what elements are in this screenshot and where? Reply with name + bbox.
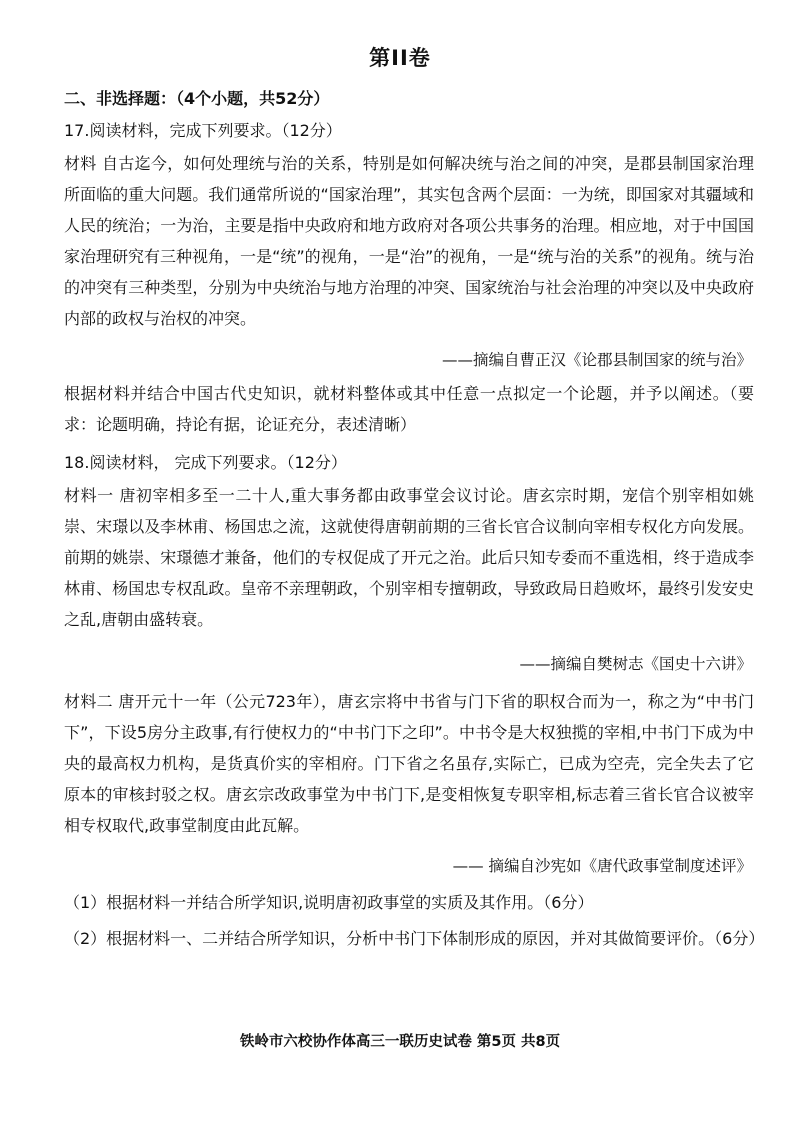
q18-source-two: —— 摘编自沙宪如《唐代政事堂制度述评》: [452, 857, 752, 875]
q17-requirement: 根据材料并结合中国古代史知识，就材料整体或其中任意一点拟定一个论题，并予以阐述。（要求：论题明确，持论有据，论证充分，表述清晰）: [64, 384, 754, 434]
q18-material-two: 材料二 唐开元十一年（公元723年），唐玄宗将中书省与门下省的职权合而为一，称之为“中书门下”，下设5房分主政事,有行使权力的“中书门下之印”。中书令是大权独揽的宰相,中书门下成为中央的最高权力机构，是货真价实的宰相府。门下省之名虽存,实际亡，已成为空壳，完全失去了它原本的审核封驳之权。唐玄宗改政事堂为中书门下,是变相恢复专职宰相,标志着三省长官合议被宰相专权取代,政事堂制度由此瓦解。: [64, 692, 754, 835]
q17-stem: 17.阅读材料，完成下列要求。（12分）: [64, 121, 342, 140]
q18-stem: 18.阅读材料， 完成下列要求。（12分）: [64, 453, 347, 472]
q18-subquestion-2: （2）根据材料一、二并结合所学知识，分析中书门下体制形成的原因，并对其做简要评价。（6分）: [64, 929, 765, 948]
q17-material: 材料 自古迄今，如何处理统与治的关系，特别是如何解决统与治之间的冲突，是郡县制国家治理所面临的重大问题。我们通常所说的“国家治理”，其实包含两个层面：一为统，即国家对其疆域和人民的统治；一为治，主要是指中央政府和地方政府对各项公共事务的治理。相应地，对于中国国家治理研究有三种视角，一是“统”的视角，一是“治”的视角，一是“统与治的关系”的视角。统与治的冲突有三种类型，分别为中央统治与地方治理的冲突、国家统治与社会治理的冲突以及中央政府内部的政权与治权的冲突。: [64, 154, 754, 328]
q18-material-one: 材料一 唐初宰相多至一二十人,重大事务都由政事堂会议讨论。唐玄宗时期，宠信个别宰相如姚崇、宋璟以及李林甫、杨国忠之流，这就使得唐朝前期的三省长官合议制向宰相专权化方向发展。前期的姚崇、宋璟德才兼备，他们的专权促成了开元之治。此后只知专委而不重选相，终于造成李林甫、杨国忠专权乱政。皇帝不亲理朝政，个别宰相专擅朝政，导致政局日趋败坏，最终引发安史之乱,唐朝由盛转衰。: [64, 486, 754, 629]
q18-subquestion-1: （1）根据材料一并结合所学知识,说明唐初政事堂的实质及其作用。（6分）: [64, 893, 594, 912]
page-title: 第II卷: [369, 46, 431, 70]
q17-source: ——摘编自曹正汉《论郡县制国家的统与治》: [441, 351, 752, 369]
page-footer: 铁岭市六校协作体高三一联历史试卷 第5页 共8页: [239, 1034, 561, 1050]
section-heading: 二、非选择题：（4个小题，共52分）: [64, 89, 330, 108]
q18-source-one: ——摘编自樊树志《国史十六讲》: [519, 655, 752, 673]
